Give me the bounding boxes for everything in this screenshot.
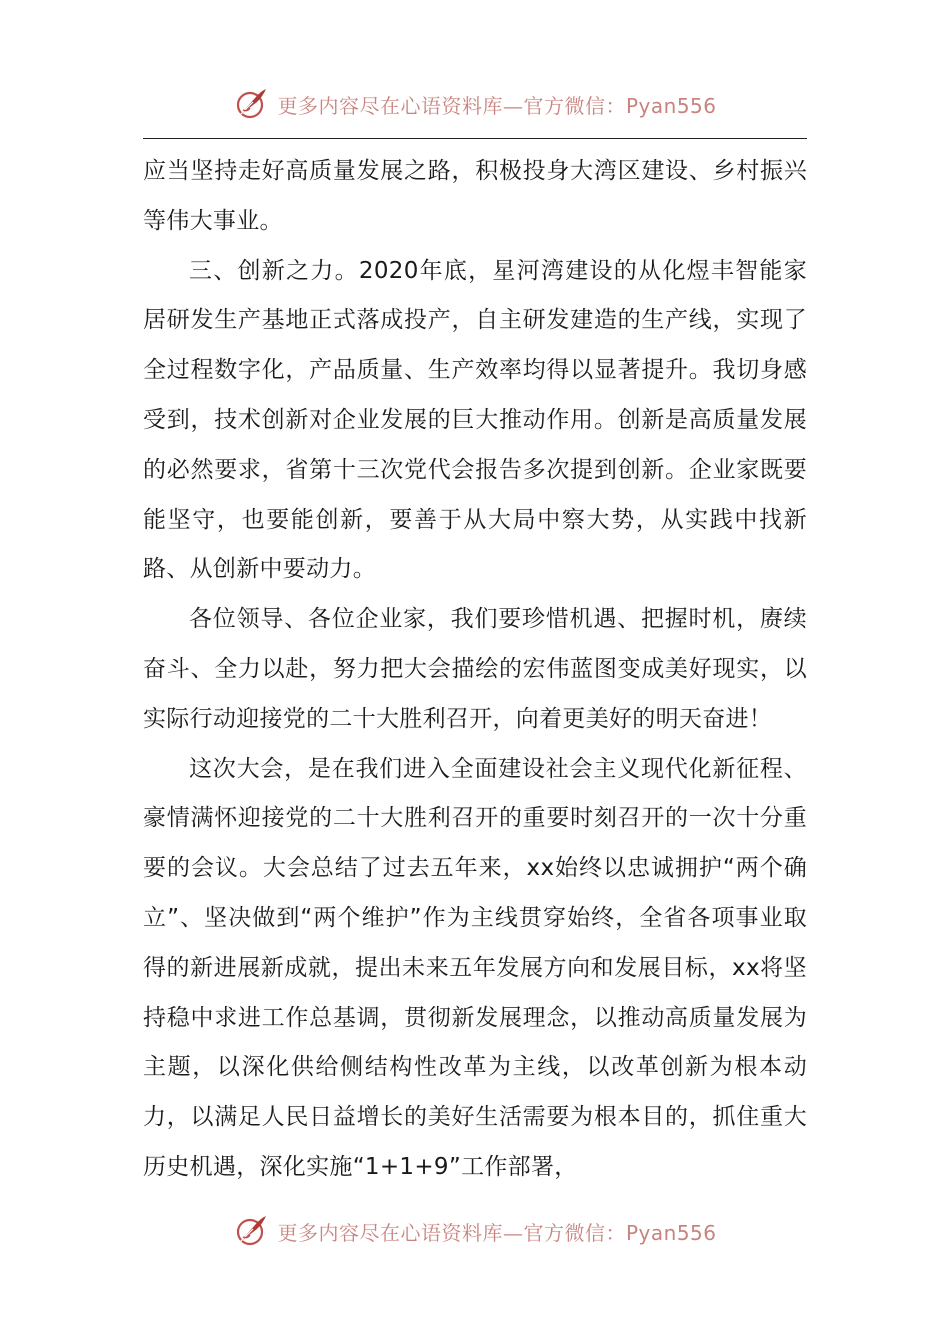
header-brand-text bbox=[277, 90, 716, 119]
paragraph-2: 三、创新之力。2020年底，星河湾建设的从化煜丰智能家居研发生产基地正式落成投产，自主研发建造的生产线，实现了全过程数字化，产品质量、生产效率均得以显著提升。我切身感受到，技术创新对企业发展的巨大推动作用。创新是高质量发展的必然要求，省第十三次党代会报告多次提到创新。企业家既要能坚守，也要能创新，要善于从大局中察大势，从实践中找新路、从创新中要动力。 bbox=[143, 257, 807, 583]
header-brand-slogan: 更多内容尽在心语资料库—官方微信： bbox=[277, 93, 626, 118]
page-header bbox=[0, 84, 950, 124]
page-footer bbox=[0, 1211, 950, 1251]
paragraph-1: 应当坚持走好高质量发展之路，积极投身大湾区建设、乡村振兴等伟大事业。 bbox=[143, 158, 807, 234]
quill-logo-icon bbox=[233, 1213, 269, 1249]
header-divider bbox=[143, 138, 807, 139]
footer-brand-slogan: 更多内容尽在心语资料库—官方微信： bbox=[277, 1220, 626, 1245]
document-body bbox=[143, 147, 807, 1193]
footer-brand-text bbox=[277, 1217, 716, 1246]
paragraph-4: 这次大会，是在我们进入全面建设社会主义现代化新征程、豪情满怀迎接党的二十大胜利召开的重要时刻召开的一次十分重要的会议。大会总结了过去五年来，xx始终以忠诚拥护“两个确立”、坚决做到“两个维护”作为主线贯穿始终，全省各项事业取得的新进展新成就，提出未来五年发展方向和发展目标，xx将坚持稳中求进工作总基调，贯彻新发展理念，以推动高质量发展为主题，以深化供给侧结构性改革为主线，以改革创新为根本动力，以满足人民日益增长的美好生活需要为根本目的，抓住重大历史机遇，深化实施“1+1+9”工作部署， bbox=[143, 755, 807, 1180]
paragraph-3: 各位领导、各位企业家，我们要珍惜机遇、把握时机，赓续奋斗、全力以赴，努力把大会描绘的宏伟蓝图变成美好现实，以实际行动迎接党的二十大胜利召开，向着更美好的明天奋进！ bbox=[143, 606, 807, 732]
quill-logo-icon bbox=[233, 86, 269, 122]
header-wechat-id: Pyan556 bbox=[625, 93, 717, 118]
footer-wechat-id: Pyan556 bbox=[625, 1220, 717, 1245]
